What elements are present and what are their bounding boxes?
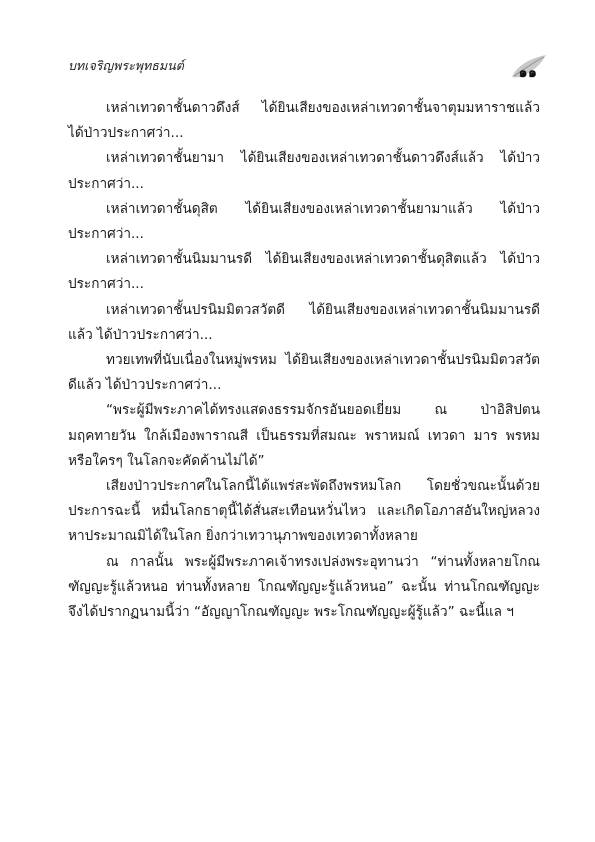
- running-title: บทเจริญพระพุทธมนต์: [68, 58, 184, 73]
- paragraph: ทวยเทพที่นับเนื่องในหมู่พรหม ได้ยินเสียงของเหล่าเทวดาชั้นปรนิมมิตวสวัตดีแล้ว ได้ป่าวประกาศว่า...: [68, 352, 540, 394]
- page-number: ๑๑: [518, 65, 538, 81]
- paragraph: เหล่าเทวดาชั้นนิมมานรดี ได้ยินเสียงของเหล่าเทวดาชั้นดุสิตแล้ว ได้ป่าวประกาศว่า...: [68, 251, 540, 293]
- paragraph: เหล่าเทวดาชั้นดาวดึงส์ ได้ยินเสียงของเหล่าเทวดาชั้นจาตุมมหาราชแล้ว ได้ป่าวประกาศว่า...: [68, 100, 540, 142]
- paragraph: เสียงป่าวประกาศในโลกนี้ได้แพร่สะพัดถึงพรหมโลก โดยชั่วขณะนั้นด้วยประการฉะนี้ หมื่นโลกธาตุนี้ได้สั่นสะเทือนหวั่นไหว และเกิดโอภาสอันใหญ่หลวงหาประมาณมิได้ในโลก ยิ่งกว่าเทวานุภาพของเทวดาทั้งหลาย: [68, 478, 540, 545]
- page-header: [68, 52, 550, 86]
- paragraph: เหล่าเทวดาชั้นดุสิต ได้ยินเสียงของเหล่าเทวดาชั้นยามาแล้ว ได้ป่าวประกาศว่า...: [68, 200, 540, 243]
- paragraph: เหล่าเทวดาชั้นปรนิมมิตวสวัตดี ได้ยินเสียงของเหล่าเทวดาชั้นนิมมานรดีแล้ว ได้ป่าวประกาศว่า...: [68, 301, 540, 343]
- paragraph: ณ กาลนั้น พระผู้มีพระภาคเจ้าทรงเปล่งพระอุทานว่า “ท่านทั้งหลายโกณฑัญญะรู้แล้วหนอ ท่านทั้งหลาย โกณฑัญญะรู้แล้วหนอ” ฉะนั้น ท่านโกณฑัญญะจึงได้ปรากฏนามนี้ว่า “อัญญาโกณฑัญญะ พระโกณฑัญญะผู้รู้แล้ว” ฉะนี้แล ฯ: [68, 553, 540, 621]
- paragraph: เหล่าเทวดาชั้นยามา ได้ยินเสียงของเหล่าเทวดาชั้นดาวดึงส์แล้ว ได้ป่าวประกาศว่า...: [68, 150, 540, 192]
- page-number-badge: [506, 52, 550, 82]
- body-text: [68, 96, 540, 625]
- quoted-paragraph: “พระผู้มีพระภาคได้ทรงแสดงธรรมจักรอันยอดเยี่ยม ณ ป่าอิสิปตนมฤคทายวัน ใกล้เมืองพาราณสี เป็นธรรมที่สมณะ พราหมณ์ เทวดา มาร พรหม หรือใครๆ ในโลกจะคัดค้านไม่ได้”: [68, 402, 540, 469]
